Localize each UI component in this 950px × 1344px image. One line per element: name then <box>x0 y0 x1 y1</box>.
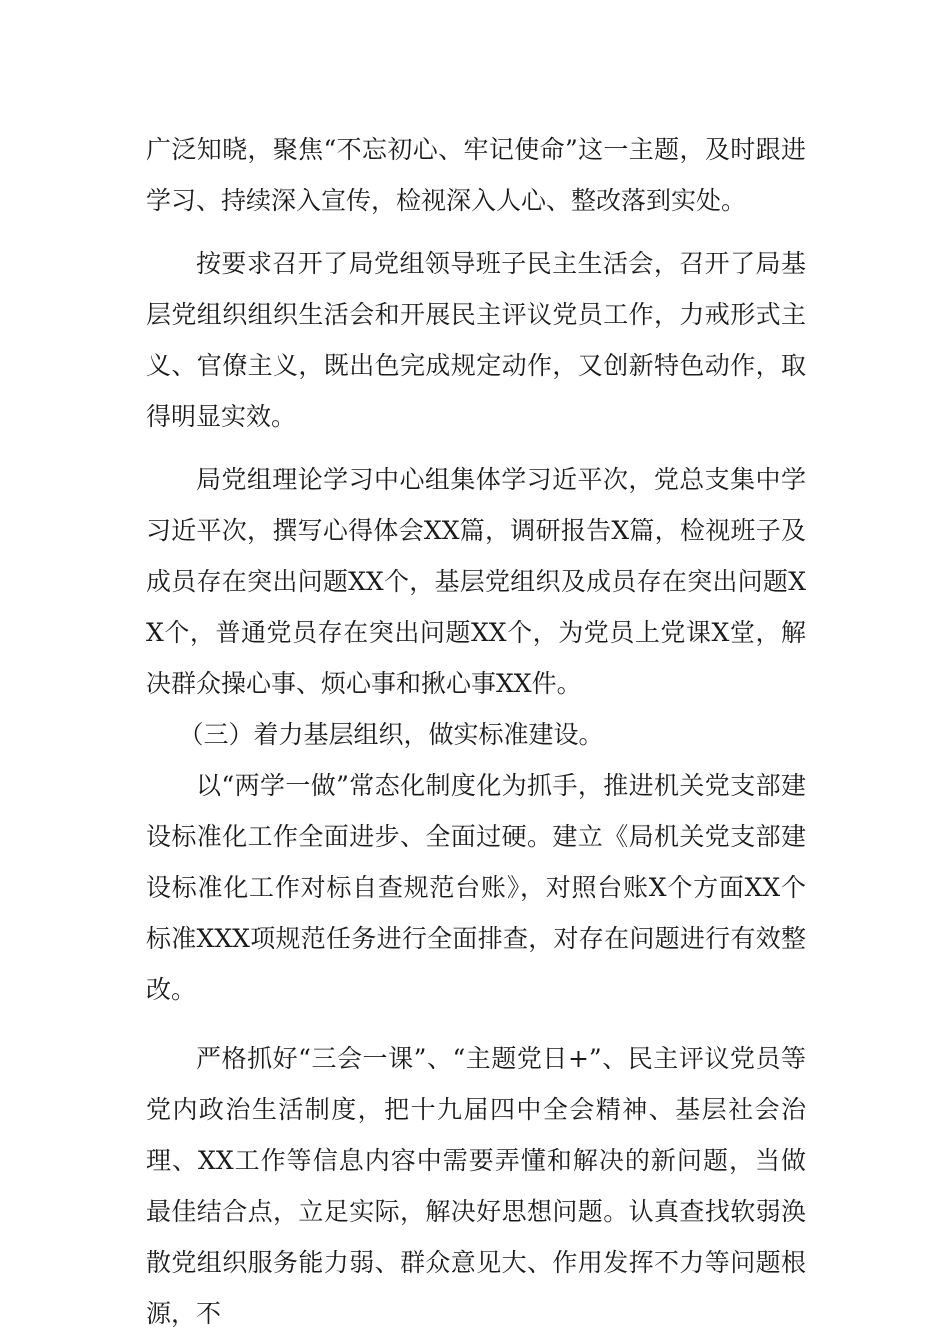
document-body <box>146 124 806 1339</box>
section-heading-3: （三）着力基层组织，做实标准建设。 <box>178 720 604 749</box>
paragraph-democratic-life-meeting: 按要求召开了局党组领导班子民主生活会，召开了局基层党组织组织生活会和开展民主评议党员工作，力戒形式主义、官僚主义，既出色完成规定动作，又创新特色动作，取得明显实效。 <box>146 249 806 431</box>
paragraph-study-statistics: 局党组理论学习中心组集体学习近平次，党总支集中学习近平次，撰写心得体会XX篇，调研报告X篇，检视班子及成员存在突出问题XX个，基层党组织及成员存在突出问题XX个，普通党员存在突出问题XX个，为党员上党课X堂，解决群众操心事、烦心事和揪心事XX件。 <box>146 465 806 698</box>
paragraph-standardization: 以“两学一做”常态化制度化为抓手，推进机关党支部建设标准化工作全面进步、全面过硬。建立《局机关党支部建设标准化工作对标自查规范台账》，对照台账X个方面XX个标准XXX项规范任务进行全面排查，对存在问题进行有效整改。 <box>146 771 806 1004</box>
paragraph-continued: 广泛知晓，聚焦“不忘初心、牢记使命”这一主题，及时跟进学习、持续深入宣传，检视深入人心、整改落到实处。 <box>146 135 806 215</box>
paragraph-political-life: 严格抓好“三会一课”、“主题党日+”、民主评议党员等党内政治生活制度，把十九届四中全会精神、基层社会治理、XX工作等信息内容中需要弄懂和解决的新问题，当做最佳结合点，立足实际，解决好思想问题。认真查找软弱涣散党组织服务能力弱、群众意见大、作用发挥不力等问题根源，不 <box>146 1044 806 1328</box>
